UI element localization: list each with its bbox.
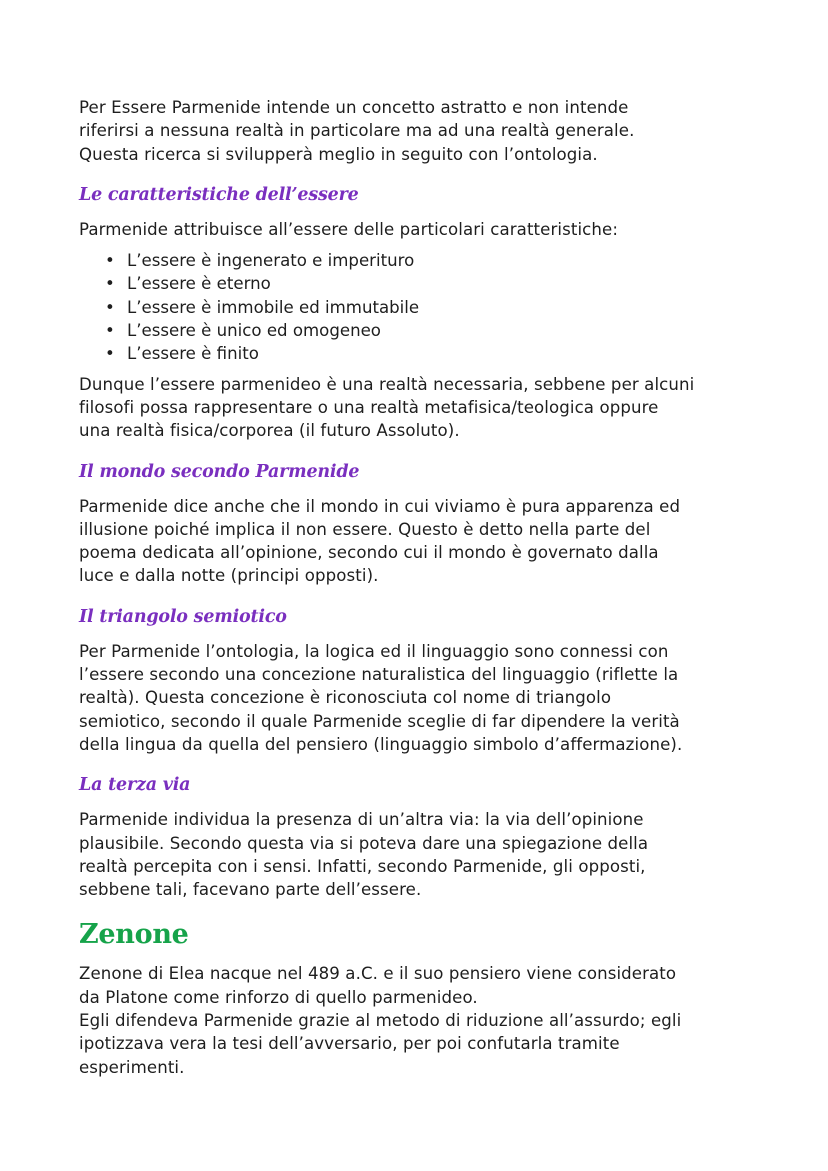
list-item-text: L’essere è finito	[127, 344, 259, 364]
bullet-icon: •	[105, 251, 115, 271]
list-item-text: L’essere è immobile ed immutabile	[127, 297, 420, 317]
list-item-text: L’essere è ingenerato e imperituro	[127, 251, 415, 271]
text-line: realtà percepita con i sensi. Infatti, secondo Parmenide, gli opposti,	[79, 856, 646, 876]
text-line: Per Parmenide l’ontologia, la logica ed il linguaggio sono connessi con	[79, 641, 669, 661]
text-line: plausibile. Secondo questa via si poteva dare una spiegazione della	[79, 833, 649, 853]
list-item	[105, 319, 749, 342]
list-item-text: L’essere è unico ed omogeneo	[127, 321, 381, 341]
characteristics-list	[79, 249, 749, 365]
text-line: esperimenti.	[79, 1057, 185, 1077]
text-line: Parmenide individua la presenza di un’altra via: la via dell’opinione	[79, 810, 644, 830]
section-heading-terza-via: La terza via	[79, 775, 191, 796]
text-line: Dunque l’essere parmenideo è una realtà necessaria, sebbene per alcuni	[79, 374, 695, 394]
section4-paragraph	[79, 808, 749, 901]
text-line: ipotizzava vera la tesi dell’avversario, per poi confutarla tramite	[79, 1034, 620, 1054]
text-line: luce e dalla notte (principi opposti).	[79, 566, 379, 586]
text-line: filosofi possa rappresentare o una realtà metafisica/teologica oppure	[79, 397, 659, 417]
list-item	[105, 342, 749, 365]
list-item-text: L’essere è eterno	[127, 274, 271, 294]
zenone-paragraph	[79, 962, 749, 1078]
bullet-icon: •	[105, 297, 115, 317]
section-heading-triangolo: Il triangolo semiotico	[79, 606, 287, 627]
text-line: illusione poiché implica il non essere. Questo è detto nella parte del	[79, 519, 651, 539]
text-line: della lingua da quella del pensiero (linguaggio simbolo d’affermazione).	[79, 734, 683, 754]
text-line: l’essere secondo una concezione naturalistica del linguaggio (riflette la	[79, 665, 679, 685]
list-item	[105, 272, 749, 295]
text-line: Zenone di Elea nacque nel 489 a.C. e il suo pensiero viene considerato	[79, 964, 677, 984]
bullet-icon: •	[105, 274, 115, 294]
text-line: semiotico, secondo il quale Parmenide sceglie di far dipendere la verità	[79, 711, 680, 731]
text-line: da Platone come rinforzo di quello parmenideo.	[79, 987, 478, 1007]
list-item	[105, 296, 749, 319]
section1-outro	[79, 373, 749, 443]
document-page	[79, 96, 749, 1079]
text-line: Egli difendeva Parmenide grazie al metodo di riduzione all’assurdo; egli	[79, 1011, 682, 1031]
list-item	[105, 249, 749, 272]
text-line: Per Essere Parmenide intende un concetto astratto e non intende	[79, 98, 629, 117]
text-line: una realtà fisica/corporea (il futuro Assoluto).	[79, 421, 460, 441]
section3-paragraph	[79, 640, 749, 756]
bullet-icon: •	[105, 344, 115, 364]
text-line: Questa ricerca si svilupperà meglio in seguito con l’ontologia.	[79, 144, 598, 164]
section-heading-caratteristiche: Le caratteristiche dell’essere	[79, 184, 359, 205]
text-line: sebbene tali, facevano parte dell’essere.	[79, 880, 422, 900]
text-line: riferirsi a nessuna realtà in particolare ma ad una realtà generale.	[79, 121, 635, 141]
intro-paragraph	[79, 96, 749, 166]
text-line: realtà). Questa concezione è riconosciuta col nome di triangolo	[79, 688, 612, 708]
bullet-icon: •	[105, 321, 115, 341]
text-line: poema dedicata all’opinione, secondo cui il mondo è governato dalla	[79, 543, 659, 563]
chapter-title-zenone: Zenone	[79, 919, 189, 951]
section2-paragraph	[79, 495, 749, 588]
text-line: Parmenide dice anche che il mondo in cui viviamo è pura apparenza ed	[79, 496, 681, 516]
section-heading-mondo: Il mondo secondo Parmenide	[79, 461, 360, 482]
section-intro: Parmenide attribuisce all’essere delle particolari caratteristiche:	[79, 219, 619, 239]
